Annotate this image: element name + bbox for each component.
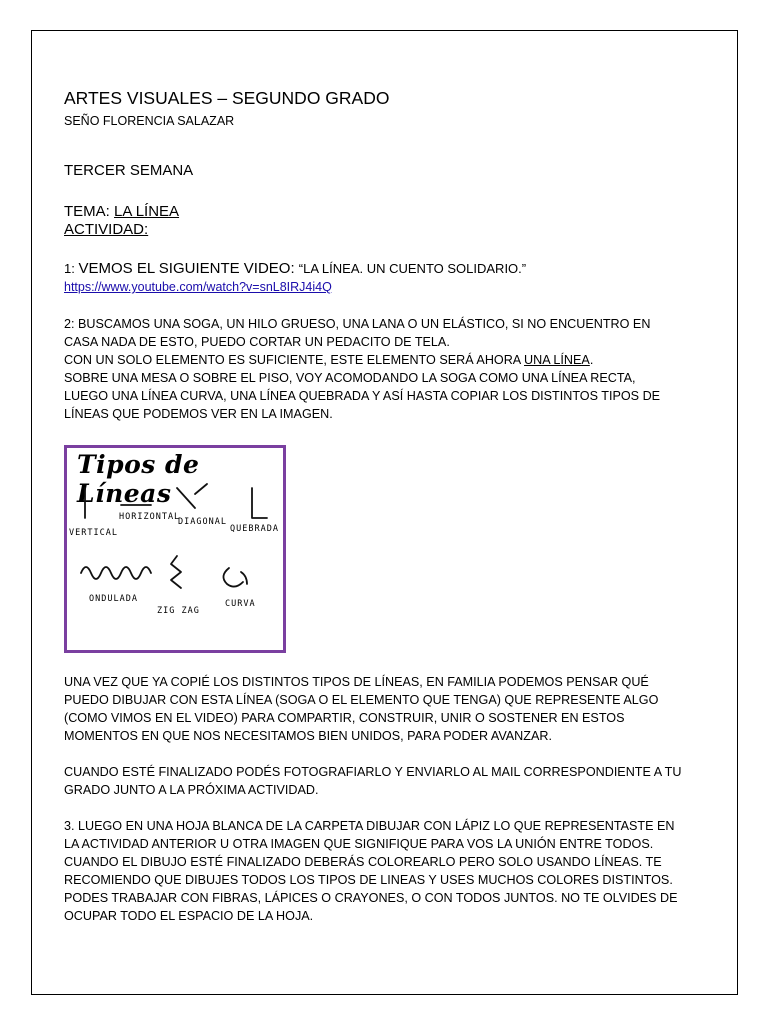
step-3-line: LA ACTIVIDAD ANTERIOR U OTRA IMAGEN QUE SIGNIFIQUE PARA VOS LA UNIÓN ENTRE TODOS. — [64, 837, 654, 851]
lower-body — [64, 673, 684, 925]
paragraph-3-line: (COMO VIMOS EN EL VIDEO) PARA COMPARTIR, CONSTRUIR, UNIR O SOSTENER EN ESTOS — [64, 711, 625, 725]
week-label: TERCER SEMANA — [64, 162, 194, 179]
step-2 — [64, 315, 684, 423]
label-curva: CURVA — [225, 599, 256, 609]
line-types-figure — [64, 445, 286, 653]
step-2-period: . — [589, 353, 594, 367]
video-link[interactable]: https://www.youtube.com/watch?v=snL8IRJ4i4Q — [64, 280, 332, 294]
teacher-name: SEÑO FLORENCIA SALAZAR — [64, 114, 235, 128]
step-3-line: CUANDO EL DIBUJO ESTÉ FINALIZADO DEBERÁS COLOREARLO PERO SOLO USANDO LÍNEAS. TE — [64, 855, 662, 869]
topic-label: TEMA: — [64, 203, 115, 220]
step-3-line: RECOMIENDO QUE DIBUJES TODOS LOS TIPOS DE LINEAS Y USES MUCHOS COLORES DISTINTOS. — [64, 873, 673, 887]
step-2-line: LÍNEAS QUE PODEMOS VER EN LA IMAGEN. — [64, 407, 333, 421]
paragraph-4-line: GRADO JUNTO A LA PRÓXIMA ACTIVIDAD. — [64, 783, 319, 797]
paragraph-3-line: UNA VEZ QUE YA COPIÉ LOS DISTINTOS TIPOS DE LÍNEAS, EN FAMILIA PODEMOS PENSAR QUÉ — [64, 675, 649, 689]
zigzag-line-sample — [171, 556, 181, 588]
label-quebrada: QUEBRADA — [230, 524, 279, 534]
paragraph-3-line: PUEDO DIBUJAR CON ESTA LÍNEA (SOGA O EL ELEMENTO QUE TENGA) QUE REPRESENTE ALGO — [64, 693, 659, 707]
curved-line-sample — [223, 568, 243, 587]
step-2-line — [64, 351, 684, 369]
paragraph-4 — [64, 763, 684, 799]
diagonal-line-sample-2 — [195, 484, 207, 494]
broken-line-sample — [252, 488, 267, 518]
step-1 — [64, 260, 684, 278]
step-3-line: OCUPAR TODO EL ESPACIO DE LA HOJA. — [64, 909, 314, 923]
step-1-quote: “LA LÍNEA. UN CUENTO SOLIDARIO.” — [298, 261, 527, 276]
line-types-drawing — [67, 448, 283, 650]
label-diagonal: DIAGONAL — [178, 517, 227, 527]
paragraph-3 — [64, 673, 684, 745]
label-horizontal: HORIZONTAL — [119, 512, 181, 522]
label-vertical: VERTICAL — [69, 528, 118, 538]
step-2-text: CON UN SOLO ELEMENTO ES SUFICIENTE, ESTE ELEMENTO SERÁ AHORA — [64, 353, 525, 367]
label-zigzag: ZIG ZAG — [157, 606, 200, 616]
step-3 — [64, 817, 684, 925]
paragraph-4-line: CUANDO ESTÉ FINALIZADO PODÉS FOTOGRAFIARLO Y ENVIARLO AL MAIL CORRESPONDIENTE A TU — [64, 765, 682, 779]
activity-heading: ACTIVIDAD: — [64, 221, 149, 238]
label-ondulada: ONDULADA — [89, 594, 138, 604]
document-body — [64, 87, 684, 423]
step-2-line: 2: BUSCAMOS UNA SOGA, UN HILO GRUESO, UNA LANA O UN ELÁSTICO, SI NO ENCUENTRO EN — [64, 317, 651, 331]
step-1-number: 1: — [64, 261, 79, 276]
step-2-line: LUEGO UNA LÍNEA CURVA, UNA LÍNEA QUEBRADA Y ASÍ HASTA COPIAR LOS DISTINTOS TIPOS DE — [64, 389, 661, 403]
topic-line — [64, 203, 684, 221]
step-2-underlined: UNA LÍNEA — [524, 353, 590, 367]
topic-value: LA LÍNEA — [114, 203, 180, 220]
step-2-line: CASA NADA DE ESTO, PUEDO CORTAR UN PEDACITO DE TELA. — [64, 335, 450, 349]
figure-title: Tipos de Líneas — [77, 450, 200, 508]
document-title: ARTES VISUALES – SEGUNDO GRADO — [64, 88, 390, 108]
step-2-line: SOBRE UNA MESA O SOBRE EL PISO, VOY ACOMODANDO LA SOGA COMO UNA LÍNEA RECTA, — [64, 371, 636, 385]
wavy-line-sample — [81, 567, 151, 579]
diagonal-line-sample — [177, 488, 195, 508]
step-3-line: 3. LUEGO EN UNA HOJA BLANCA DE LA CARPETA DIBUJAR CON LÁPIZ LO QUE REPRESENTASTE EN — [64, 819, 675, 833]
step-1-lead: VEMOS EL SIGUIENTE VIDEO: — [78, 260, 299, 277]
paragraph-3-line: MOMENTOS EN QUE NOS NECESITAMOS BIEN UNIDOS, PARA PODER AVANZAR. — [64, 729, 552, 743]
step-3-line: PODES TRABAJAR CON FIBRAS, LÁPICES O CRAYONES, O CON TODOS JUNTOS. NO TE OLVIDES DE — [64, 891, 678, 905]
